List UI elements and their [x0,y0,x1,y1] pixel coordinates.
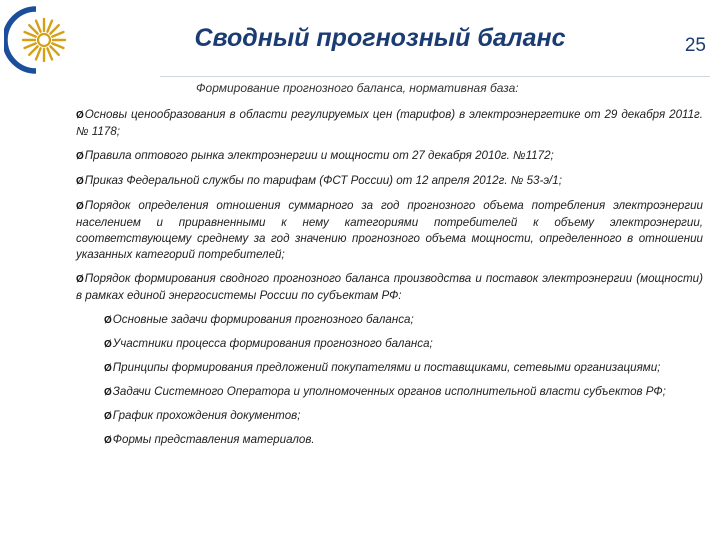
sub-list-item [104,336,703,353]
section-subtitle: Формирование прогнозного баланса, нормативная база: [196,81,519,95]
logo [4,6,72,74]
bullet-arrow-icon: Ø [76,110,84,121]
list-item-text: Порядок формирования сводного прогнозного баланса производства и поставок электроэнергии (мощности) в рамках единой энергосистемы России по субъектам РФ: [76,272,703,302]
sun-ray [36,48,41,59]
list-item-text: Основные задачи формирования прогнозного баланса; [112,313,414,326]
list-item-text: Формы представления материалов. [112,433,315,446]
sub-list-item [104,312,703,329]
sun-ray [36,21,41,32]
sun-ray [29,46,37,54]
bullet-arrow-icon: Ø [76,274,84,285]
sun-ray [50,25,58,33]
sun-ray [52,32,63,37]
sun-rays-icon [4,6,72,74]
sun-ray [50,46,58,54]
list-item [76,107,703,140]
sun-ray [29,25,37,33]
bullet-arrow-icon: Ø [104,363,112,374]
bullet-arrow-icon: Ø [104,411,112,422]
bullet-arrow-icon: Ø [76,176,84,187]
sun-ray [52,43,63,48]
page-number: 25 [684,35,706,56]
list-item-text: Правила оптового рынка электроэнергии и мощности от 27 декабря 2010г. №1172; [84,149,554,162]
sub-list-item [104,360,703,377]
sun-ray [47,21,52,32]
bullet-arrow-icon: Ø [76,151,84,162]
sub-list-item [104,384,703,401]
page-title: Сводный прогнозный баланс [194,24,566,52]
header-divider [160,76,710,77]
bullet-arrow-icon: Ø [104,315,112,326]
list-item-text: График прохождения документов; [112,409,301,422]
list-item [76,173,703,190]
list-item-text: Участники процесса формирования прогнозного баланса; [112,337,433,350]
bullet-arrow-icon: Ø [76,201,84,212]
list-item [76,271,703,304]
bullet-arrow-icon: Ø [104,435,112,446]
list-item [76,148,703,165]
sub-list-item [104,432,703,449]
content-list [76,107,703,456]
list-item-text: Порядок определения отношения суммарного за год прогнозного объема потребления электроэнергии населением и приравненными к нему категориями потребителей к объему электроэнергии, соответствующему среднему за год значению прогнозного объема мощности, определенного в отношении указанных категорий потребителей; [76,199,703,261]
list-item [76,198,703,263]
bullet-arrow-icon: Ø [104,339,112,350]
sun-ray [47,48,52,59]
sun-ray [25,32,36,37]
list-item-text: Приказ Федеральной службы по тарифам (ФСТ России) от 12 апреля 2012г. № 53-э/1; [84,174,562,187]
sun-ray [25,43,36,48]
list-item-text: Задачи Системного Оператора и уполномоченных органов исполнительной власти субъектов РФ; [112,385,666,398]
bullet-arrow-icon: Ø [104,387,112,398]
list-item-text: Основы ценообразования в области регулируемых цен (тарифов) в электроэнергетике от 29 декабря 2011г. № 1178; [76,108,703,138]
sub-list-item [104,408,703,425]
list-item-text: Принципы формирования предложений покупателями и поставщиками, сетевыми организациями; [112,361,661,374]
